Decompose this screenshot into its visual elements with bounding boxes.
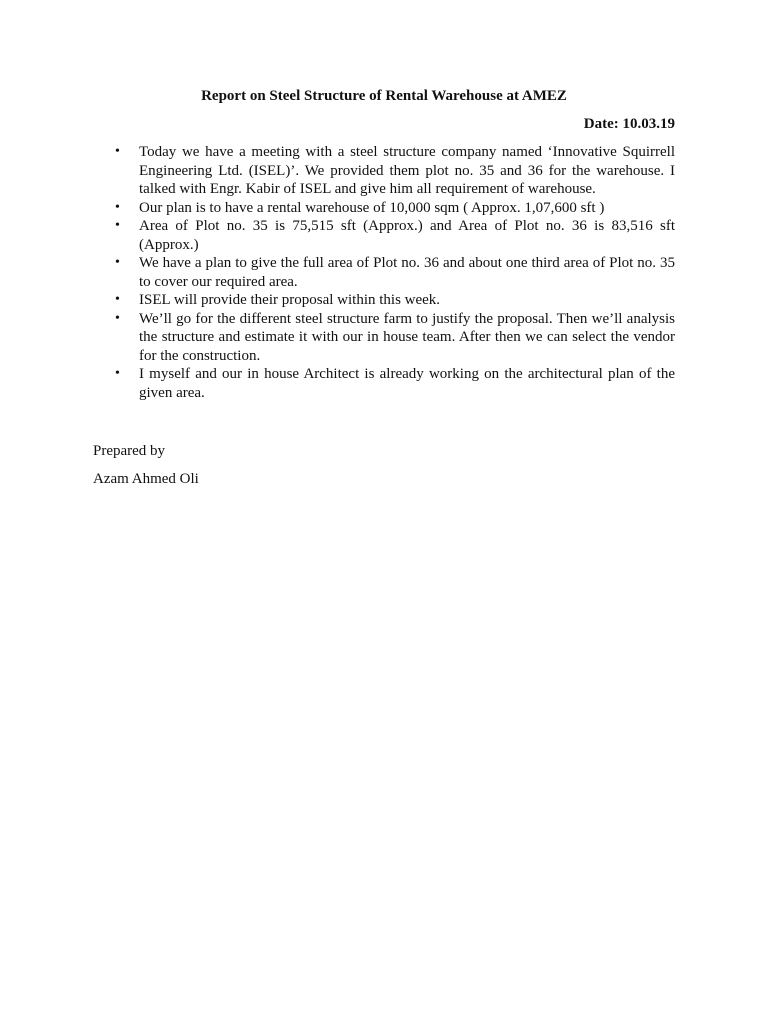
bullet-icon: • <box>115 366 120 381</box>
bullet-text: Area of Plot no. 35 is 75,515 sft (Approx.) and Area of Plot no. 36 is 83,516 sft (Approx.) <box>139 218 675 253</box>
bullet-item <box>113 365 675 402</box>
bullet-icon: • <box>115 255 120 270</box>
author-name: Azam Ahmed Oli <box>93 471 199 487</box>
bullet-text: Today we have a meeting with a steel structure company named ‘Innovative Squirrell Engineering Ltd. (ISEL)’. We provided them plot no. 35 and 36 for the warehouse. I talked with Engr. Kabir of ISEL and give him all requirement of warehouse. <box>139 144 675 197</box>
document-title: Report on Steel Structure of Rental Warehouse at AMEZ <box>201 88 567 104</box>
document-date: Date: 10.03.19 <box>583 116 675 132</box>
bullet-text: We’ll go for the different steel structure farm to justify the proposal. Then we’ll analysis the structure and estimate it with our in house team. After then we can select the vendor for the construction. <box>139 310 675 364</box>
bullet-item <box>113 199 675 218</box>
bullet-item <box>113 310 675 366</box>
bullet-icon: • <box>115 218 120 233</box>
bullet-item <box>113 217 675 254</box>
bullet-item <box>113 254 675 291</box>
bullet-icon: • <box>115 292 120 307</box>
bullet-text: Our plan is to have a rental warehouse of 10,000 sqm ( Approx. 1,07,600 sft ) <box>139 199 605 216</box>
bullet-icon: • <box>115 144 120 159</box>
prepared-by-label: Prepared by <box>93 443 166 459</box>
bullet-list <box>113 143 675 402</box>
bullet-item <box>113 143 675 199</box>
bullet-icon: • <box>115 199 120 215</box>
bullet-text: We have a plan to give the full area of Plot no. 36 and about one third area of Plot no. 35 to cover our required area. <box>139 255 675 290</box>
bullet-item <box>113 291 675 310</box>
bullet-text: I myself and our in house Architect is already working on the architectural plan of the given area. <box>139 366 675 401</box>
bullet-icon: • <box>115 310 120 326</box>
bullet-text: ISEL will provide their proposal within this week. <box>139 292 441 308</box>
